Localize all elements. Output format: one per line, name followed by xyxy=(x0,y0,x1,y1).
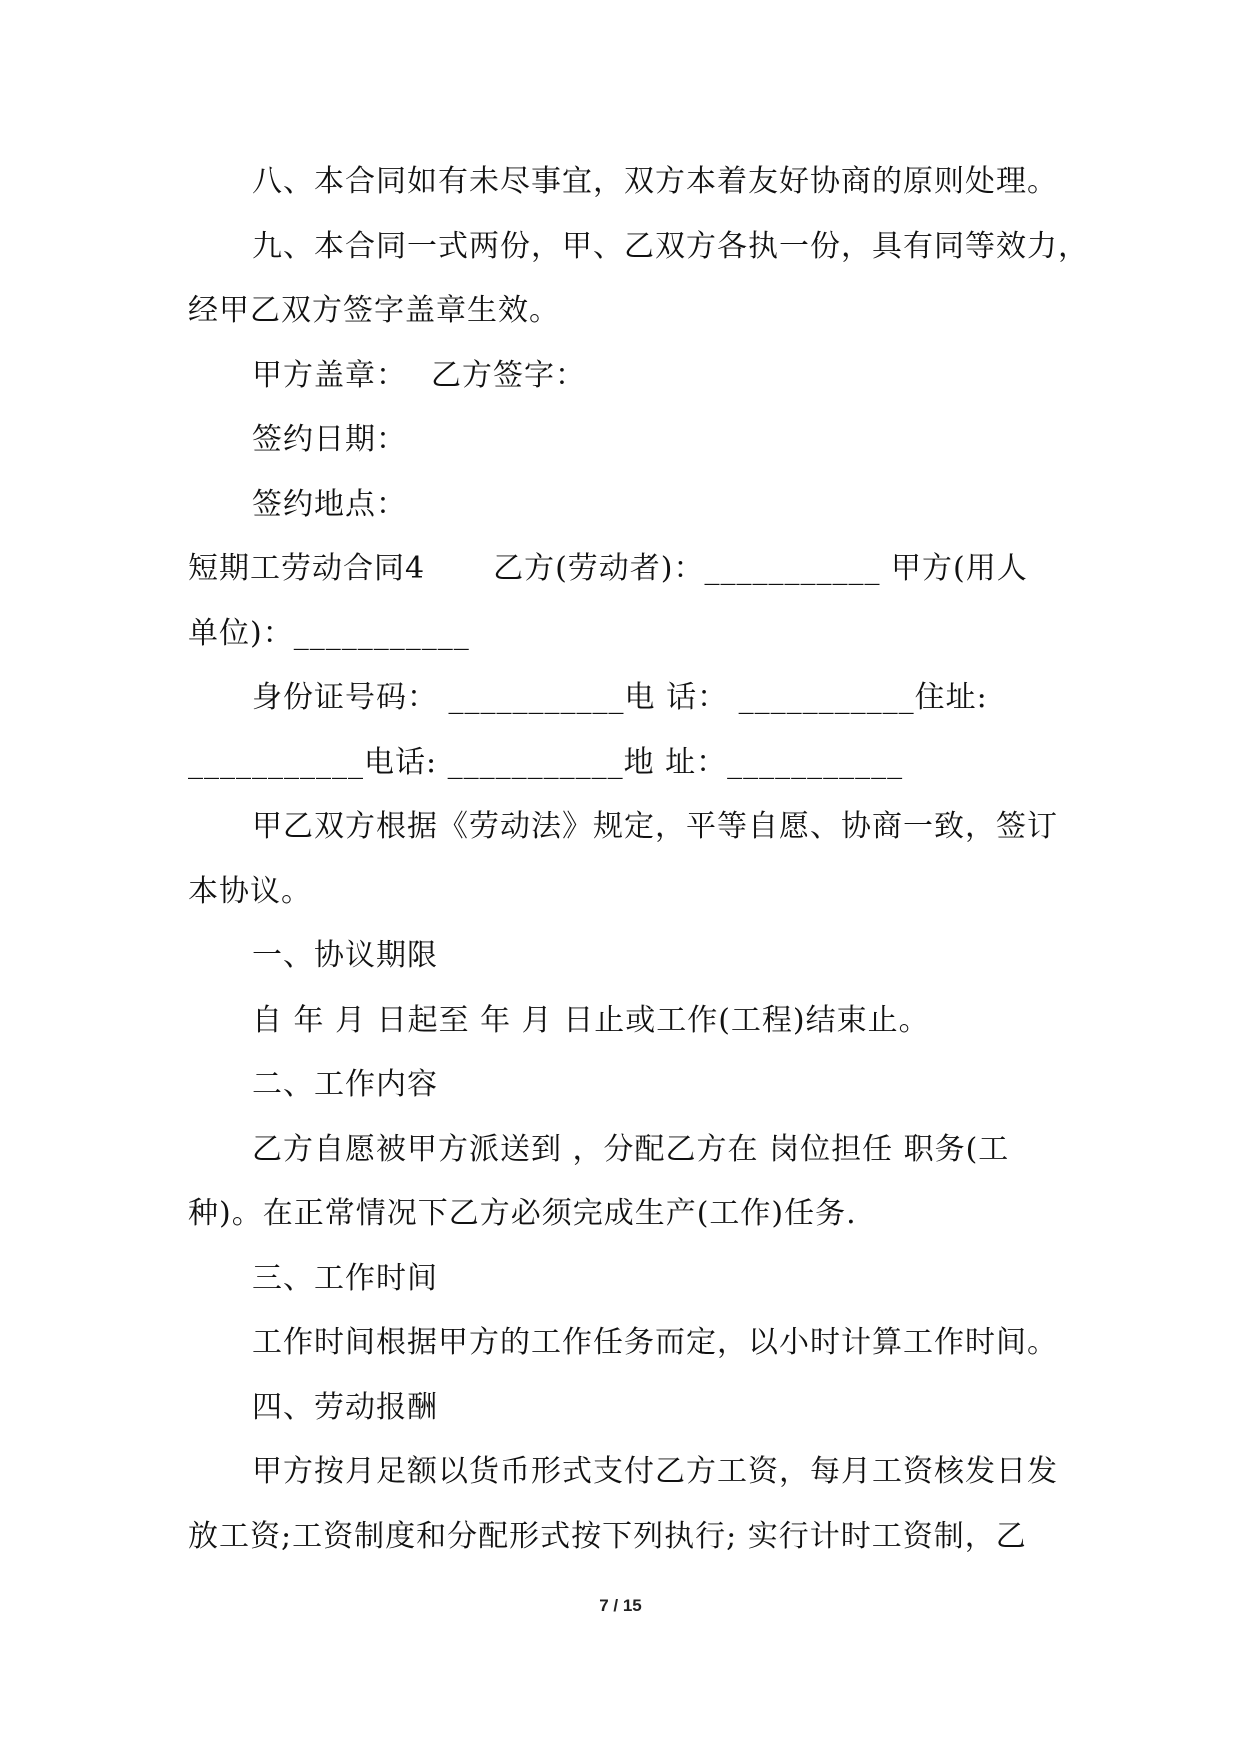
party-b-signature-label: 乙方签字： xyxy=(431,357,586,393)
work-hours-text: 工作时间根据甲方的工作任务而定，以小时计算工作时间。 xyxy=(252,1325,1058,1360)
party-b-field: 乙方(劳动者)：___________ 甲方(用人 xyxy=(493,551,1028,586)
section-heading-work-hours: 三、工作时间 xyxy=(252,1260,438,1296)
remuneration-text-continued: 放工资;工资制度和分配形式按下列执行; 实行计时工资制，乙 xyxy=(188,1518,1027,1554)
remuneration-text: 甲方按月足额以货币形式支付乙方工资，每月工资核发日发 xyxy=(252,1454,1058,1489)
section-heading-work-content: 二、工作内容 xyxy=(252,1067,438,1102)
contract-title: 短期工劳动合同4 xyxy=(188,551,426,586)
preamble: 甲乙双方根据《劳动法》规定，平等自愿、协商一致，签订 xyxy=(252,809,1058,844)
document-body xyxy=(188,150,1089,1569)
term-text: 自 年 月 日起至 年 月 日止或工作(工程)结束止。 xyxy=(252,1002,930,1038)
page-number: 7 / 15 xyxy=(599,1596,642,1615)
signing-date-label: 签约日期： xyxy=(252,422,407,457)
signature-line xyxy=(188,344,1068,409)
party-a-seal-label: 甲方盖章： xyxy=(252,357,407,393)
contract-heading-line xyxy=(188,537,1068,602)
signing-place-label: 签约地点： xyxy=(252,486,407,522)
clause-9-continued: 经甲乙双方签字盖章生效。 xyxy=(188,293,560,328)
work-content-text: 乙方自愿被甲方派送到 ，分配乙方在 岗位担任 职务(工 xyxy=(252,1131,1010,1167)
preamble-continued: 本协议。 xyxy=(188,873,312,909)
work-content-text-continued: 种)。在正常情况下乙方必须完成生产(工作)任务. xyxy=(188,1196,857,1231)
phone-address-fields: ___________电话: ___________地 址：___________ xyxy=(188,744,904,780)
party-a-unit-field: 单位)：___________ xyxy=(188,615,470,651)
section-heading-remuneration: 四、劳动报酬 xyxy=(252,1389,438,1425)
clause-9: 九、本合同一式两份，甲、乙双方各执一份，具有同等效力， xyxy=(252,228,1089,264)
id-phone-address-fields: 身份证号码： ___________电 话： ___________住址: xyxy=(252,680,988,715)
section-heading-term: 一、协议期限 xyxy=(252,938,438,973)
clause-8: 八、本合同如有未尽事宜，双方本着友好协商的原则处理。 xyxy=(252,164,1058,199)
